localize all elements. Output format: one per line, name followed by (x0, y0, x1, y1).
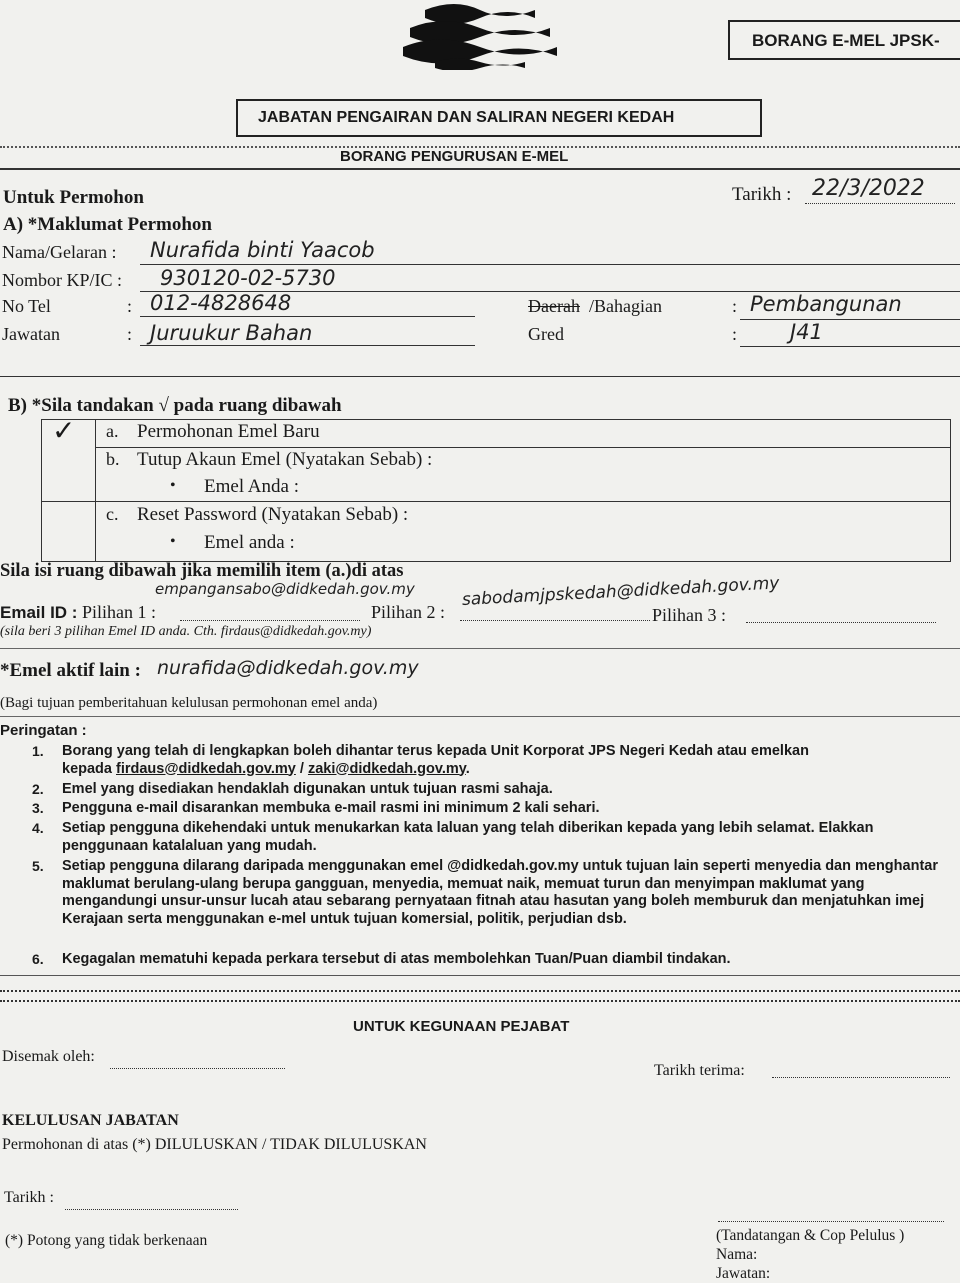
email-divider (0, 648, 960, 649)
table-row-divider (42, 501, 950, 502)
email-note-text: (sila beri 3 pilihan Emel ID anda. Cth. firdaus@didkedah.gov.my) (0, 624, 372, 639)
section-a-heading: A) *Maklumat Permohon (3, 214, 212, 235)
option-a-text: Permohonan Emel Baru (137, 421, 320, 442)
option-a-letter: a. (106, 421, 119, 441)
option-c-letter: c. (106, 504, 119, 524)
approval-date-label: Tarikh : (4, 1189, 54, 1206)
warning-item-4: Setiap pengguna dikehendaki untuk menukarkan kata laluan yang telah diberikan kepada yang lebih selamat. Elakkan penggunaan katalaluan yang mudah. (62, 820, 874, 854)
warning-1-line2 (62, 761, 942, 779)
signature-line[interactable] (718, 1221, 944, 1222)
email-link-zaki[interactable]: zaki@didkedah.gov.my (307, 760, 466, 777)
signature-label: (Tandatangan & Cop Pelulus ) (716, 1227, 905, 1244)
choice2-value[interactable]: sabodamjpskedah@didkedah.gov.my (461, 573, 780, 610)
table-row-divider (95, 447, 950, 448)
title-band-bottom (0, 168, 960, 170)
option-a-checkbox[interactable] (42, 414, 95, 447)
phone-colon: : (127, 296, 133, 316)
checked-by-line[interactable] (110, 1068, 285, 1069)
check-mark: ✓ (52, 414, 76, 447)
grade-value[interactable]: J41 (790, 320, 823, 344)
option-b-text: Tutup Akaun Emel (Nyatakan Sebab) : (137, 449, 433, 470)
option-c-checkbox[interactable] (42, 502, 95, 560)
checked-by-label: Disemak oleh: (2, 1048, 95, 1065)
date-line (805, 203, 955, 204)
received-date-label: Tarikh terima: (654, 1062, 745, 1079)
warning-1-prefix: kepada (62, 760, 116, 777)
warnings-heading: Peringatan : (0, 722, 87, 739)
approval-heading: KELULUSAN JABATAN (2, 1112, 179, 1129)
option-b-email-label: Emel Anda : (204, 476, 299, 497)
district-colon: : (732, 296, 738, 316)
district-value[interactable]: Pembangunan (750, 292, 902, 316)
district-line (740, 319, 960, 320)
other-email-note: (Bagi tujuan pemberitahuan kelulusan permohonan emel anda) (0, 695, 378, 711)
email-link-firdaus[interactable]: firdaus@didkedah.gov.my (116, 760, 296, 777)
office-dotted-line (0, 990, 960, 992)
applicant-heading: Untuk Permohon (3, 187, 144, 208)
choice2-label: Pilihan 2 : (371, 602, 446, 622)
option-b-letter: b. (106, 449, 120, 469)
warning-item-1 (62, 743, 942, 778)
received-date-line[interactable] (772, 1077, 950, 1078)
warning-1-end: . (465, 760, 470, 777)
office-dotted-line (0, 1000, 960, 1002)
bullet-icon: • (170, 477, 176, 494)
approver-name-label: Nama: (716, 1246, 758, 1263)
phone-line (140, 316, 475, 317)
bullet-icon: • (170, 533, 176, 550)
section-b-heading: B) *Sila tandakan √ pada ruang dibawah (8, 395, 342, 416)
approval-text: Permohonan di atas (*) DILULUSKAN / TIDAK DILULUSKAN (2, 1136, 427, 1153)
name-line (140, 264, 960, 265)
ic-value[interactable]: 930120-02-5730 (160, 266, 336, 290)
district-label-struck: Daerah (528, 296, 580, 316)
other-email-value[interactable]: nurafida@didkedah.gov.my (157, 657, 419, 679)
position-value[interactable]: Juruukur Bahan (150, 321, 313, 345)
email-instruction: Sila isi ruang dibawah jika memilih item (a.)di atas (0, 561, 404, 581)
department-title: JABATAN PENGAIRAN DAN SALIRAN NEGERI KEDAH (258, 109, 675, 126)
phone-value[interactable]: 012-4828648 (150, 291, 292, 315)
strike-note: (*) Potong yang tidak berkenaan (5, 1232, 208, 1249)
grade-line (740, 346, 960, 347)
office-heading: UNTUK KEGUNAAN PEJABAT (353, 1018, 570, 1035)
approval-date-line[interactable] (65, 1209, 238, 1210)
choice1-label: Pilihan 1 : (81, 602, 156, 622)
warning-item-5: Setiap pengguna dilarang daripada menggunakan emel @didkedah.gov.my untuk tujuan lain seperti menyedia dan menghantar maklumat berulang-ulang berupa gangguan, menyedia, memuat naik, memuat turun dan menyimpan maklumat yang mengandungi unsur-unsur lucah atau sebarang pernyataan fitnah atau hasutan yang boleh memburuk dan menjatuhkan imej Kerajaan serta menggunakan e-mel untuk tujuan komersial, politik, perjudian dsb. (62, 858, 938, 927)
name-value[interactable]: Nurafida binti Yaacob (150, 238, 375, 262)
warning-1-separator: / (295, 760, 308, 777)
choice3-line[interactable] (746, 622, 936, 623)
warning-num-6: 6. (32, 951, 44, 967)
warning-item-6: Kegagalan mematuhi kepada perkara tersebut di atas membolehkan Tuan/Puan diambil tindakan. (62, 951, 731, 967)
grade-label: Gred (528, 324, 564, 344)
position-label: Jawatan (2, 324, 60, 344)
warning-item-3: Pengguna e-mail disarankan membuka e-mail rasmi ini minimum 2 kali sehari. (62, 800, 600, 816)
warning-num-2: 2. (32, 781, 44, 797)
other-email-label: *Emel aktif lain : (0, 660, 141, 681)
option-c-email-label: Emel anda : (204, 532, 295, 553)
warning-num-4: 4. (32, 820, 44, 836)
jps-logo (395, 0, 565, 70)
choice1-value[interactable]: empangansabo@didkedah.gov.my (155, 580, 415, 598)
ic-label: Nombor KP/IC : (2, 270, 123, 290)
warning-num-5: 5. (32, 858, 44, 874)
email-id-label: Email ID : (0, 603, 78, 622)
form-code: BORANG E-MEL JPSK- (752, 31, 940, 50)
option-table (41, 414, 951, 562)
warnings-bottom-line (0, 975, 960, 976)
choice3-label: Pilihan 3 : (652, 605, 727, 625)
phone-label: No Tel (2, 296, 51, 316)
date-value[interactable]: 22/3/2022 (812, 176, 925, 201)
district-label: /Bahagian (589, 296, 662, 316)
warning-item-2: Emel yang disediakan hendaklah digunakan untuk tujuan rasmi sahaja. (62, 781, 553, 797)
form-code-box (728, 20, 960, 60)
email-id-row (0, 602, 156, 623)
department-box (236, 99, 762, 137)
warnings-divider (0, 716, 960, 717)
table-col-divider (95, 420, 96, 561)
warning-num-1: 1. (32, 743, 44, 759)
choice2-line (460, 620, 650, 621)
warning-num-3: 3. (32, 800, 44, 816)
position-line (140, 345, 475, 346)
email-note (0, 624, 371, 640)
date-label: Tarikh : (732, 184, 792, 205)
warning-1-line1: Borang yang telah di lengkapkan boleh dihantar terus kepada Unit Korporat JPS Negeri Kedah atau emelkan (62, 743, 809, 759)
grade-colon: : (732, 324, 738, 344)
option-b-checkbox[interactable] (42, 448, 95, 501)
position-colon: : (127, 324, 133, 344)
name-label: Nama/Gelaran : (2, 242, 117, 262)
choice1-line (180, 620, 360, 621)
approver-position-label: Jawatan: (716, 1265, 771, 1282)
section-a-divider (0, 376, 960, 377)
form-title: BORANG PENGURUSAN E-MEL (340, 148, 569, 165)
option-c-text: Reset Password (Nyatakan Sebab) : (137, 504, 409, 525)
